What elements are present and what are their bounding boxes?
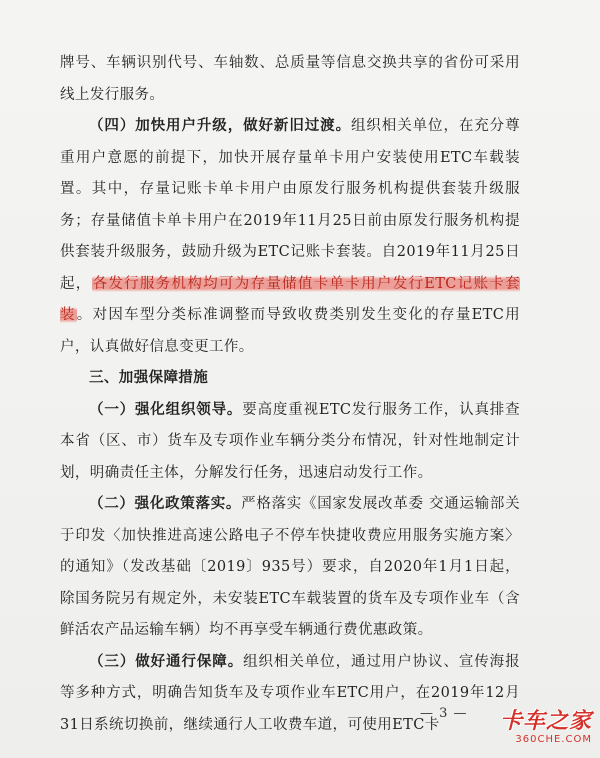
subsection-3-body: 组织相关单位，通过用户协议、宣传海报等多种方式，明确告知货车及专项作业车ETC用户，在2019年12月31日系统切换前，继续通行人工收费车道，可使用ETC卡 bbox=[60, 653, 520, 733]
paragraph-continuation bbox=[60, 48, 520, 111]
paragraph-subsection-3 bbox=[60, 647, 520, 742]
heading-section-3: 三、加强保障措施 bbox=[89, 370, 209, 386]
document-body bbox=[60, 48, 520, 741]
paragraph-section-4 bbox=[60, 111, 520, 363]
continuation-text: 牌号、车辆识别代号、车轴数、总质量等信息交换共享的省份可采用线上发行服务。 bbox=[60, 55, 520, 103]
paragraph-subsection-2 bbox=[60, 489, 520, 647]
watermark-main-text: 卡车之家 bbox=[499, 709, 592, 734]
highlighted-text: 各发行服务机构均可为存量储值卡单卡用户发行ETC记账卡套装 bbox=[60, 275, 520, 323]
subsection-3-title: （三）做好通行保障。 bbox=[89, 653, 244, 670]
watermark-sub-text: 360CHE.COM bbox=[515, 734, 592, 745]
subsection-2-body: 严格落实《国家发展改革委 交通运输部关于印发〈加快推进高速公路电子不停车快捷收费应用服务实施方案〉的通知》（发改基础〔2019〕935号）要求，自2020年1月1日起，除国务院另有规定外，未安装ETC车载装置的货车及专项作业车（含鲜活农产品运输车辆）均不再享受车辆通行费优惠政策。 bbox=[60, 496, 520, 638]
page-number: — 3 — bbox=[420, 706, 468, 721]
subsection-2-title: （二）强化政策落实。 bbox=[89, 496, 242, 512]
paragraph-subsection-1 bbox=[60, 395, 520, 490]
section-4-body-start: 组织相关单位，在充分尊重用户意愿的前提下，加快开展存量单卡用户安装使用ETC车载装置。其中，存量记账卡单卡用户由原发行服务机构提供套装升级服务；存量储值卡单卡用户在2019年11月25日前由原发行服务机构提供套装升级服务，鼓励升级为ETC记账卡套装。自2019年11月25日起， bbox=[60, 118, 520, 292]
subsection-1-body: 要高度重视ETC发行服务工作，认真排查本省（区、市）货车及专项作业车辆分类分布情况，针对性地制定计划，明确责任主体，分解发行任务，迅速启动发行工作。 bbox=[60, 401, 520, 481]
section-4-title: （四）加快用户升级，做好新旧过渡。 bbox=[89, 118, 351, 134]
watermark-logo bbox=[500, 710, 592, 746]
section-4-body-end: 。对因车型分类标准调整而导致收费类别发生变化的存量ETC用户，认真做好信息变更工作。 bbox=[60, 307, 520, 355]
subsection-1-title: （一）强化组织领导。 bbox=[89, 401, 243, 418]
